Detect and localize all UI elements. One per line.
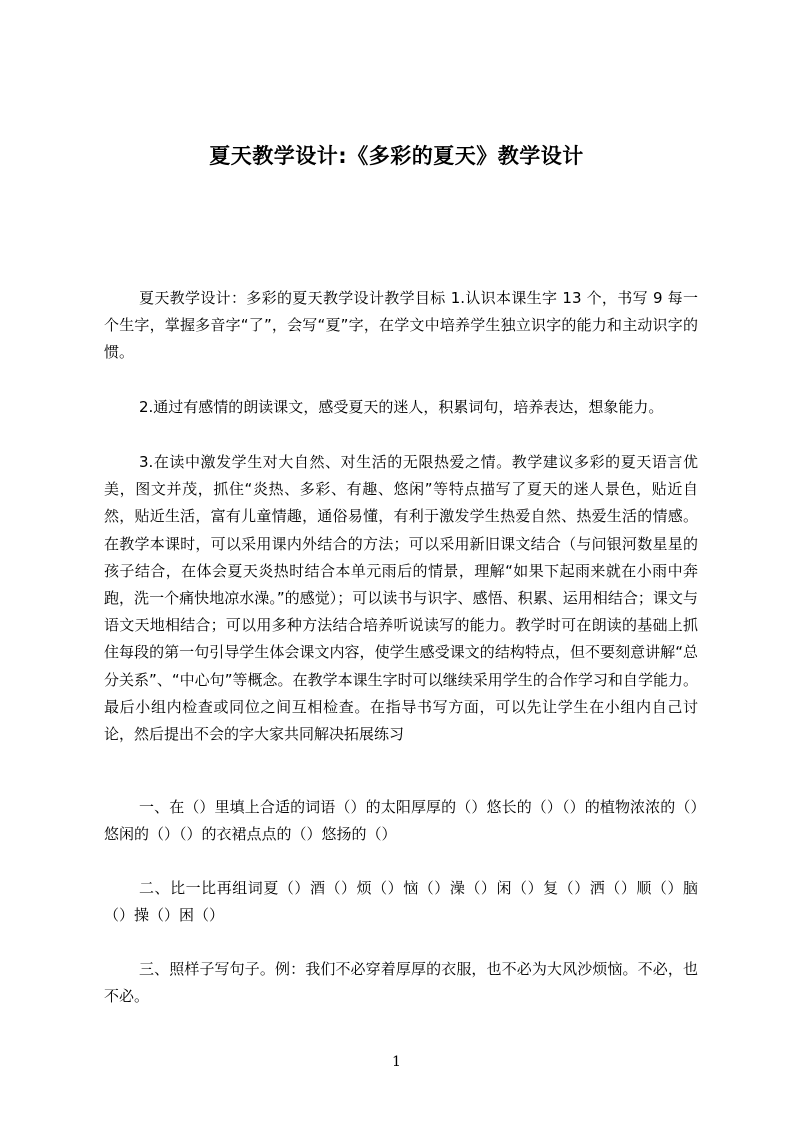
exercise-2: 二、比一比再组词夏（）酒（）烦（）恼（）澡（）闲（）复（）洒（）顺（）脑（）操（）困（） <box>104 879 698 925</box>
document-title: 夏天教学设计:《多彩的夏天》教学设计 <box>209 144 584 168</box>
exercise-1: 一、在（）里填上合适的词语（）的太阳厚厚的（）悠长的（）（）的植物浓浓的（）悠闲的（）（）的衣裙点点的（）悠扬的（） <box>104 798 698 844</box>
exercise-3: 三、照样子写句子。例：我们不必穿着厚厚的衣服，也不必为大风沙烦恼。不必，也不必。 <box>104 960 698 1006</box>
paragraph-goal-2: 2.通过有感情的朗读课文，感受夏天的迷人，积累词句，培养表达，想象能力。 <box>139 398 664 416</box>
paragraph-objectives: 夏天教学设计：多彩的夏天教学设计教学目标 1.认识本课生字 13 个，书写 9 每一个生字，掌握多音字“了”，会写“夏”字，在学文中培养学生独立识字的能力和主动识字的惯。 <box>104 289 698 362</box>
page-number: 1 <box>392 1054 401 1070</box>
paragraph-goal-3-suggestions: 3.在读中激发学生对大自然、对生活的无限热爱之情。教学建议多彩的夏天语言优美，图文并茂，抓住“炎热、多彩、有趣、悠闲”等特点描写了夏天的迷人景色，贴近自然，贴近生活，富有儿童情趣，通俗易懂，有利于激发学生热爱自然、热爱生活的情感。在教学本课时，可以采用课内外结合的方法；可以采用新旧课文结合（与问银河数星星的孩子结合，在体会夏天炎热时结合本单元雨后的情景，理解“如果下起雨来就在小雨中奔跑，洗一个痛快地凉水澡。”的感觉）；可以读书与识字、感悟、积累、运用相结合；课文与语文天地相结合；可以用多种方法结合培养听说读写的能力。教学时可在朗读的基础上抓住每段的第一句引导学生体会课文内容，使学生感受课文的结构特点，但不要刻意讲解“总分关系”、“中心句”等概念。在教学本课生字时可以继续采用学生的合作学习和自学能力。最后小组内检查或同位之间互相检查。在指导书写方面，可以先让学生在小组内自己讨论，然后提出不会的字大家共同解决拓展练习 <box>104 453 698 744</box>
